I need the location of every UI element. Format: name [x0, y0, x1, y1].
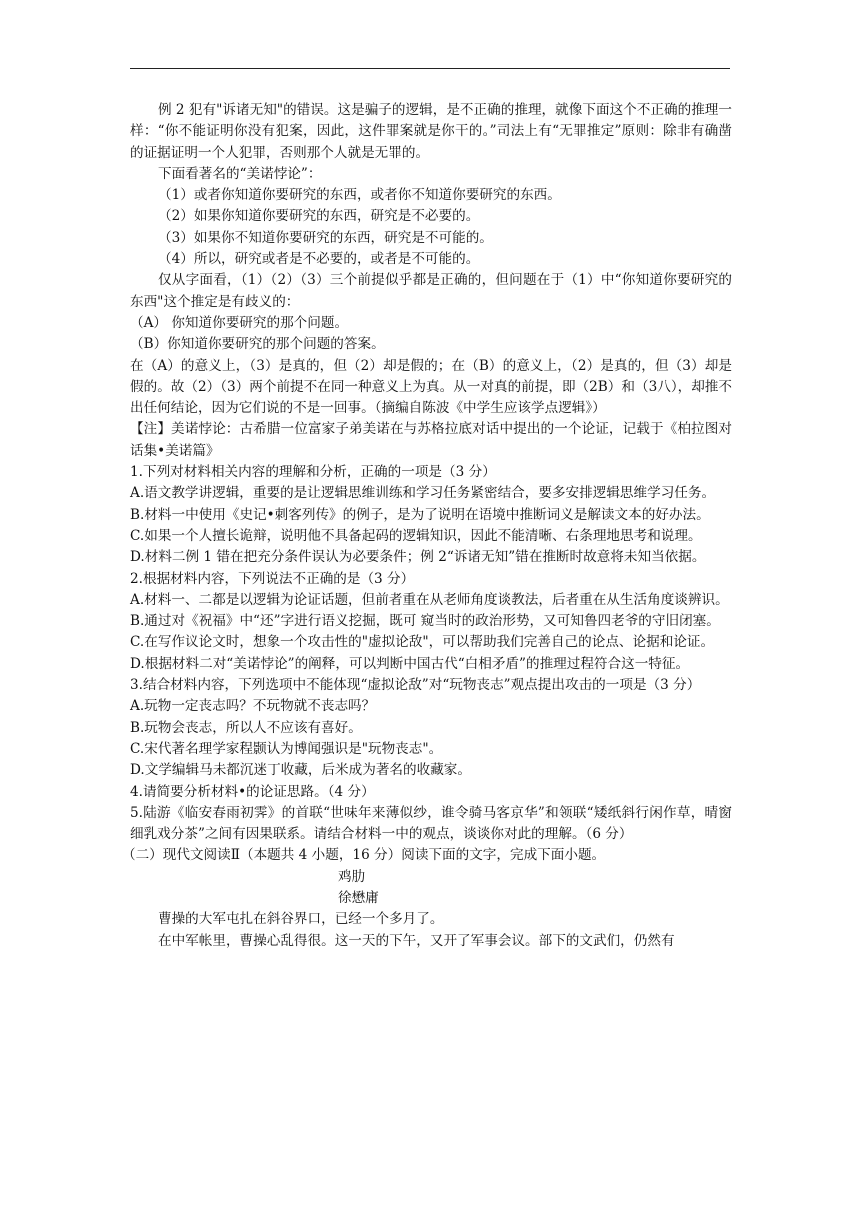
paragraph: （3）如果你不知道你要研究的东西，研究是不可能的。 — [158, 229, 493, 246]
paragraph: D.材料二例 1 错在把充分条件误认为必要条件；例 2“诉诸无知”错在推断时故意将未知当依据。 — [130, 549, 706, 566]
paragraph: （4）所以，研究或者是不必要的，或者是不可能的。 — [158, 251, 480, 268]
paragraph: （A） 你知道你要研究的那个问题。 — [130, 314, 349, 331]
paragraph: 曹操的大军屯扎在斜谷界口，已经一个多月了。 — [158, 911, 444, 928]
paragraph: B.通过对《祝福》中“还”字进行语义挖掘，既可 窥当时的政治形势，又可知鲁四老爷的守旧闭塞。 — [130, 613, 720, 630]
paragraph: A.语文教学讲逻辑，重要的是让逻辑思维训练和学习任务紧密结合，要多安排逻辑思维学习任务。 — [130, 485, 716, 502]
paragraph: （B）你知道你要研究的那个问题的答案。 — [130, 336, 385, 353]
paragraph: 4.请简要分析材料•的论证思路。（4 分） — [130, 783, 375, 800]
paragraph: A.玩物一定丧志吗？不玩物就不丧志吗？ — [130, 698, 376, 715]
paragraph: 例 2 犯有"诉诸无知"的错误。这是骗子的逻辑，是不正确的推理，就像下面这个不正确的推理一样：“你不能证明你没有犯案，因此，这件罪案就是你干的。”司法上有“无罪推定”原则：除非有确凿的证据证明一个人犯罪，否则那个人就是无罪的。 — [130, 102, 732, 161]
paragraph: A.材料一、二都是以逻辑为论证话题，但前者重在从老师角度谈教法，后者重在从生活角度谈辨识。 — [130, 591, 729, 608]
paragraph: 5.陆游《临安春雨初霁》的首联“世味年来薄似纱，谁令骑马客京华”和领联“矮纸斜行闲作草，晴窗细乳戏分茶”之间有因果联系。请结合材料一中的观点，谈谈你对此的理解。（6 分） — [130, 804, 732, 843]
paragraph: 下面看著名的“美诺悖论”： — [158, 165, 322, 182]
paragraph: 【注】美诺悖论：古希腊一位富家子弟美诺在与苏格拉底对话中提出的一个论证，记载于《柏拉图对话集•美诺篇》 — [130, 421, 732, 459]
paragraph: 徐懋庸 — [338, 889, 379, 906]
paragraph: B.材料一中使用《史记•刺客列传》的例子，是为了说明在语境中推断词义是解读文本的好办法。 — [130, 506, 710, 523]
paragraph: D.文学编辑马未都沉迷丁收藏，后米成为著名的收藏家。 — [130, 762, 471, 779]
paragraph: C.如果一个人擅长诡辩，说明他不具备起码的逻辑知识，因此不能清晰、右条理地思考和说理。 — [130, 527, 702, 544]
paragraph: 3.结合材料内容，下列选项中不能体现“虚拟论敌”对“玩物丧志”观点提出攻击的一项是（3 分） — [130, 677, 701, 694]
paragraph: （二）现代文阅读Ⅱ（本题共 4 小题，16 分）阅读下面的文字，完成下面小题。 — [122, 847, 606, 864]
paragraph: D.根据材料二对“美诺悖论”的阐释，可以判断中国古代“白相矛盾”的推理过程符合这一特征。 — [130, 655, 690, 672]
paragraph: 1.下列对材料相关内容的理解和分析，正确的一项是（3 分） — [130, 464, 496, 481]
paragraph: B.玩物会丧志，所以人不应该有喜好。 — [130, 719, 362, 736]
paragraph: 在（A）的意义上，（3）是真的，但（2）却是假的；在（B）的意义上，（2）是真的，但（3）却是假的。故（2）（3）两个前提不在同一种意义上为真。从一对真的前提，即（2B）和（3八），却推不出任何结论，因为它们说的不是一回事。（摘编自陈波《中学生应该学点逻辑》） — [130, 357, 732, 417]
paragraph: 2.根据材料内容，下列说法不正确的是（3 分） — [130, 570, 415, 587]
paragraph: 仅从字面看，（1）（2）（3）三个前提似乎都是正确的，但问题在于（1）中“你知道你要研究的东西"这个推定是有歧义的： — [130, 272, 732, 310]
header-rule — [130, 68, 730, 69]
paragraph: C.在写作议论文时，想象一个攻击性的"虚拟论敌"，可以帮助我们完善自己的论点、论据和论证。 — [130, 634, 715, 651]
document-body — [122, 100, 732, 952]
paragraph: 鸡肋 — [338, 868, 366, 885]
paragraph: C.宋代著名理学家程颢认为博闻强识是"玩物丧志"。 — [130, 740, 443, 757]
paragraph: 在中军帐里，曹操心乱得很。这一天的下午，又开了军事会议。部下的文武们，仍然有 — [158, 932, 675, 949]
paragraph: （1）或者你知道你要研究的东西，或者你不知道你要研究的东西。 — [158, 187, 561, 204]
paragraph: （2）如果你知道你要研究的东西，研究是不必要的。 — [158, 208, 480, 225]
